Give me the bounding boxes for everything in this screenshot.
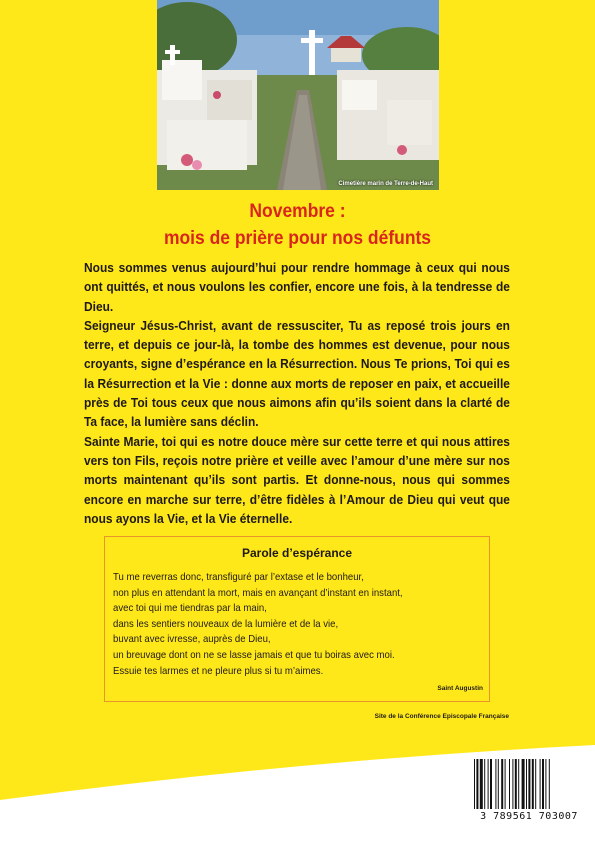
poem-line: un breuvage dont on ne se lasse jamais et que tu boiras avec moi.	[113, 649, 395, 661]
barcode	[470, 757, 588, 823]
barcode-bars	[470, 757, 588, 811]
poem-line: Tu me reverras donc, transfiguré par l’extase et le bonheur,	[113, 572, 364, 583]
prayer-paragraph-1: Nous sommes venus aujourd’hui pour rendre hommage à ceux qui nous ont quittés, et nous voulons les confier, encore une fois, à la tendresse de Dieu.	[84, 260, 510, 314]
quote-author: Saint Augustin	[437, 685, 483, 692]
barcode-number: 3 789561 703007	[480, 811, 578, 822]
hope-quote-box	[104, 536, 490, 702]
source-credit: Site de la Conférence Episcopale Française	[374, 713, 509, 720]
prayer-paragraph-2: Seigneur Jésus-Christ, avant de ressusciter, Tu as reposé trois jours en terre, et depuis ce jour-là, la tombe des hommes est devenue, pour nous croyants, signe d’espérance en la Résurrection. Nous Te prions, Toi qui es la Résurrection et la Vie : donne aux morts de reposer en paix, et accueille près de Toi tous ceux que nous aimons afin qu’ils soient dans la clarté de Ta face, la lumière sans déclin.	[84, 317, 510, 430]
quote-poem	[113, 570, 488, 679]
page-title-line2: mois de prière pour nos défunts	[163, 228, 432, 249]
poem-line: non plus en attendant la mort, mais en avançant d’instant en instant,	[113, 587, 403, 599]
poem-line: avec toi qui me tiendras par la main,	[113, 603, 267, 615]
prayer-text	[84, 258, 510, 528]
page-title-line1: Novembre :	[249, 201, 346, 222]
quote-box-title: Parole d’espérance	[241, 546, 353, 560]
poem-line: buvant avec ivresse, auprès de Dieu,	[113, 634, 271, 646]
poem-line: dans les sentiers nouveaux de la lumière et de la vie,	[113, 618, 339, 630]
poem-line: Essuie tes larmes et ne pleure plus si tu m’aimes.	[113, 665, 324, 677]
cemetery-photo	[157, 0, 439, 190]
prayer-paragraph-3: Sainte Marie, toi qui es notre douce mère sur cette terre et qui nous attires vers ton Fils, reçois notre prière et veille avec l’amour d’une mère sur nos morts maintenant qu’ils sont partis. Et donne-nous, nous qui sommes encore en marche sur terre, d’être fidèles à l’Amour de Dieu qui veut que nous ayons la Vie, et la Vie éternelle.	[84, 433, 510, 526]
photo-caption: Cimetière marin de Terre-de-Haut	[338, 181, 433, 187]
